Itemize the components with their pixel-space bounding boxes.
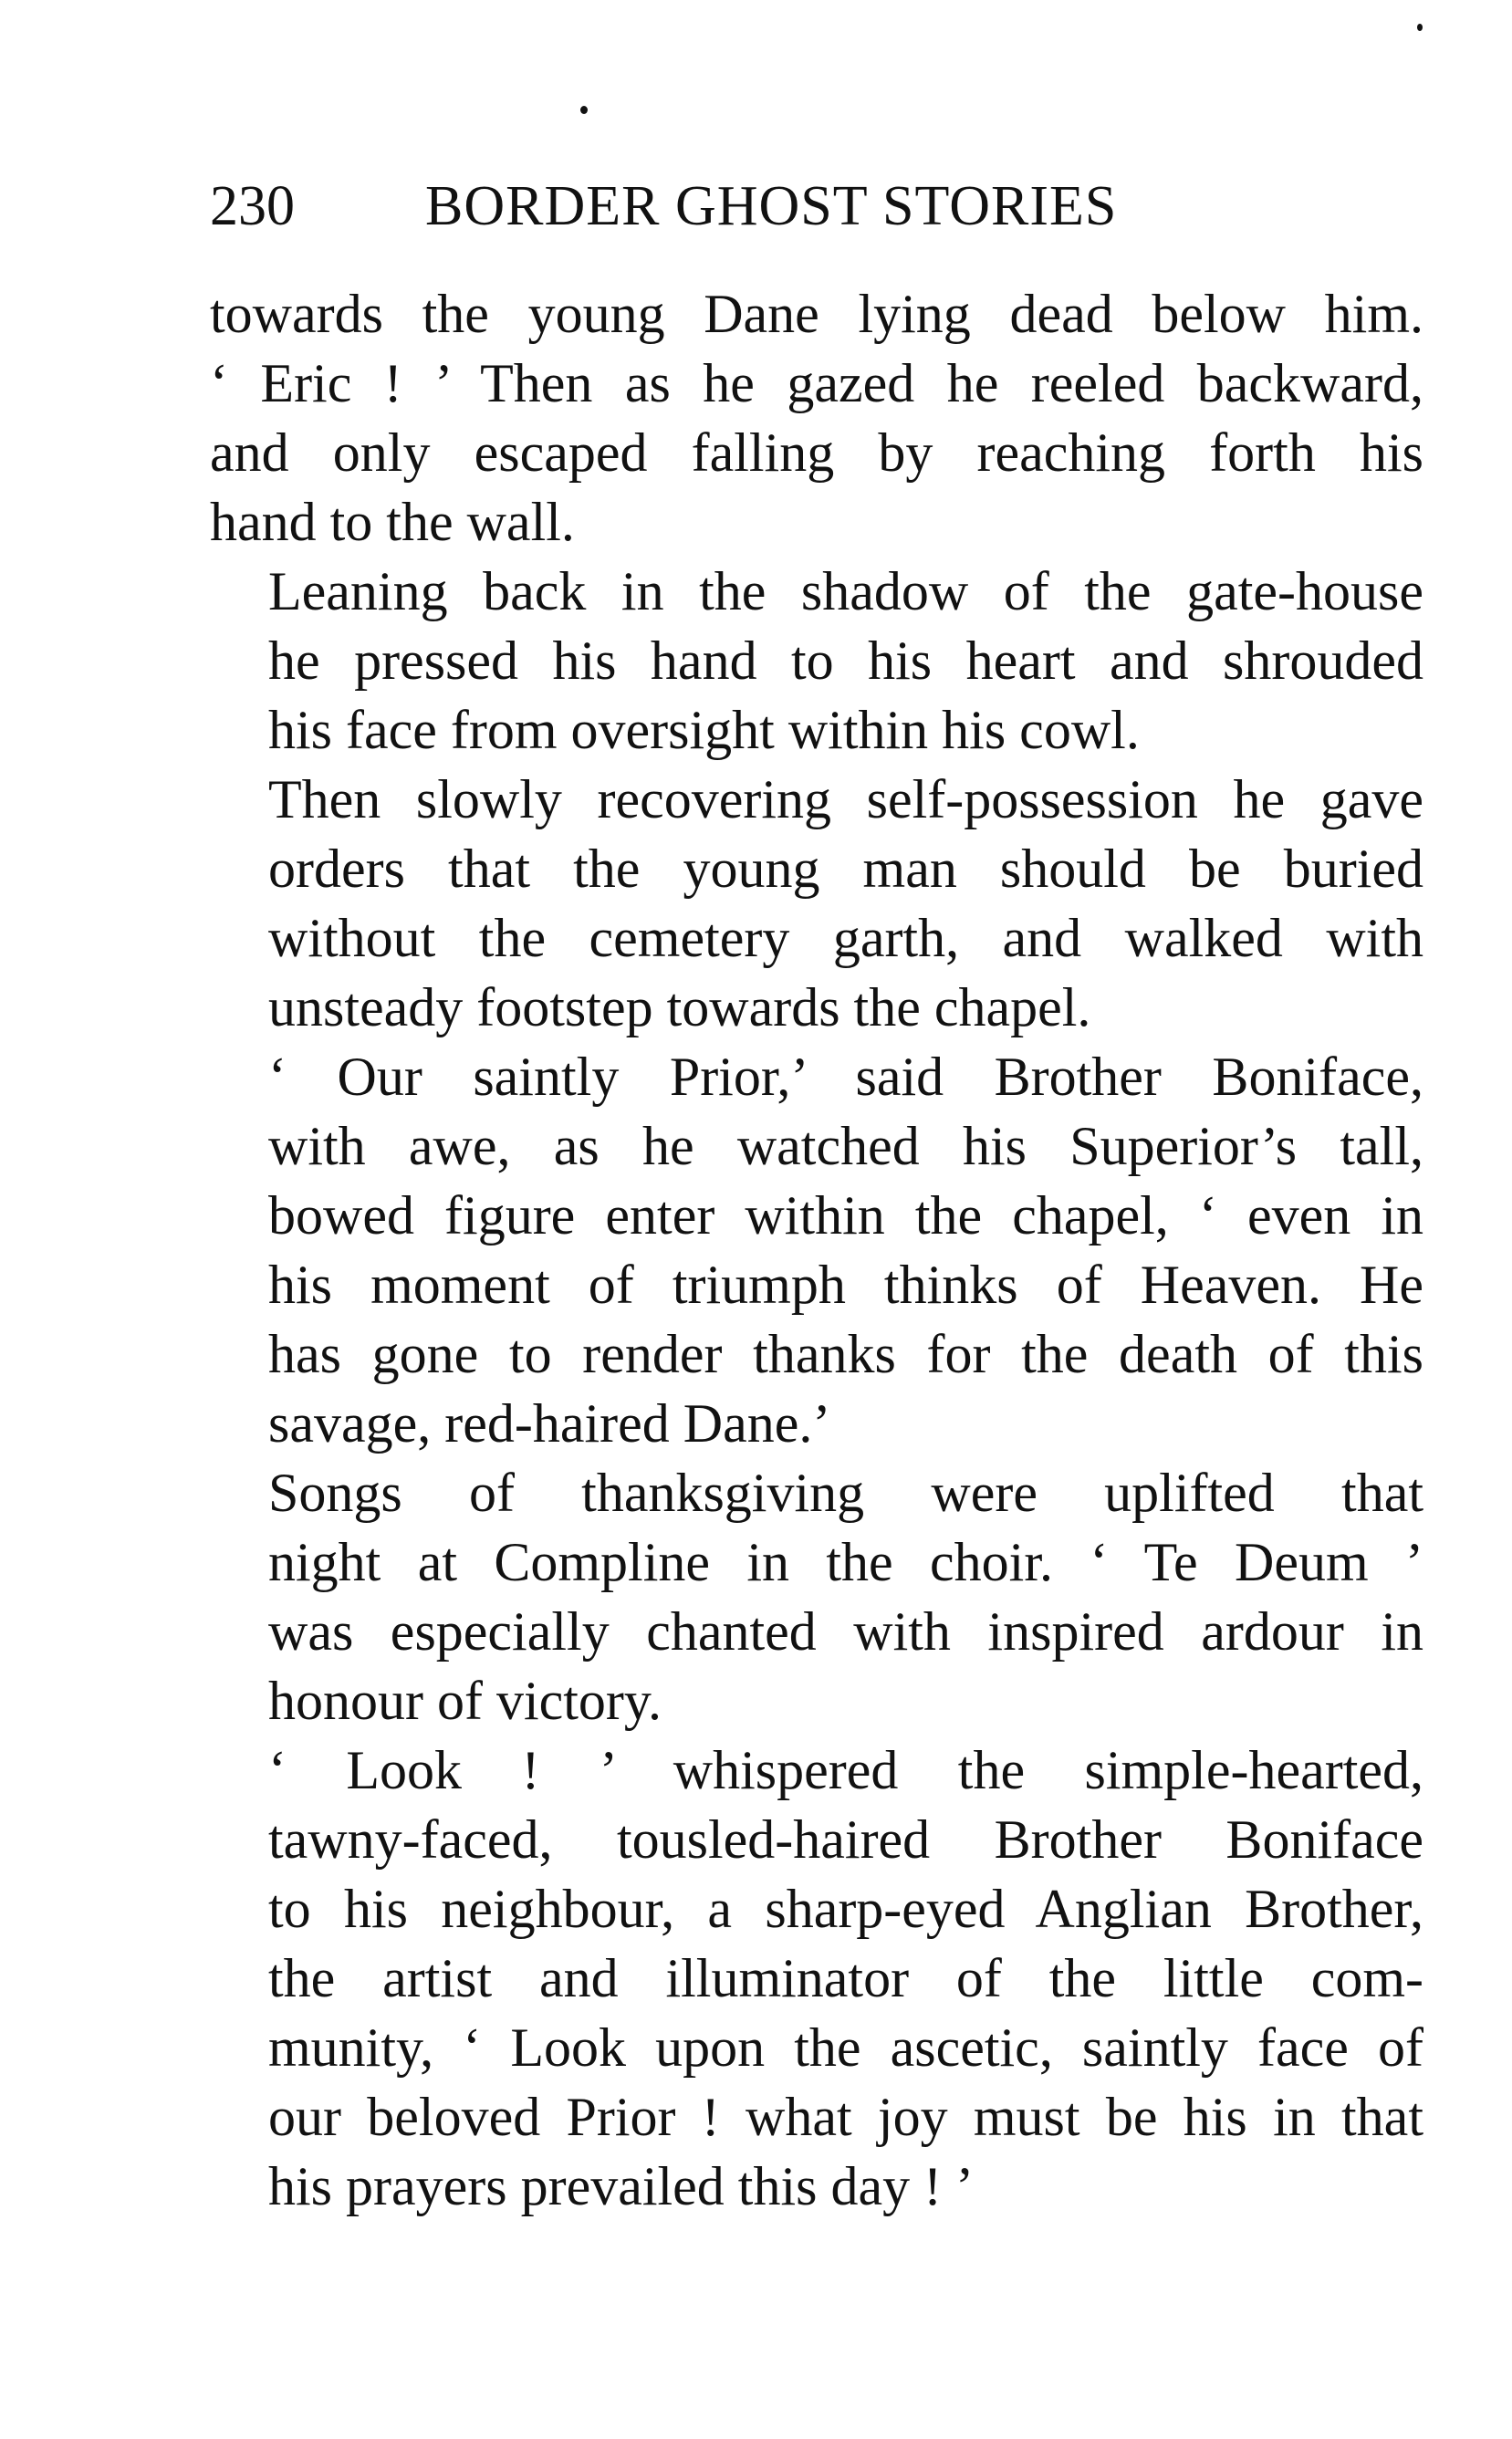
text-line: ‘ Look ! ’ whispered the simple-hearted,: [268, 1740, 1423, 1800]
text-line: his moment of triumph thinks of Heaven. He: [268, 1255, 1423, 1315]
paragraph: [210, 1458, 1423, 1735]
running-title: BORDER GHOST STORIES: [425, 175, 1118, 237]
text-line: with awe, as he watched his Superior’s tall,: [268, 1116, 1423, 1176]
text-line: Songs of thanksgiving were uplifted that: [268, 1463, 1423, 1523]
paragraph: [210, 279, 1423, 557]
text-line: ‘ Our saintly Prior,’ said Brother Boniface,: [268, 1047, 1423, 1107]
text-line: his face from oversight within his cowl.: [268, 700, 1140, 760]
text-line: the artist and illuminator of the little com-: [268, 1948, 1423, 2008]
text-line: hand to the wall.: [210, 492, 575, 552]
text-line: his prayers prevailed this day ! ’: [268, 2156, 975, 2216]
text-line: honour of victory.: [268, 1671, 662, 1731]
ink-speck: [1417, 24, 1423, 31]
paragraph: [210, 1735, 1423, 2221]
text-line: Leaning back in the shadow of the gate-house: [268, 561, 1423, 621]
text-line: Then slowly recovering self-possession he gave: [268, 769, 1423, 829]
paragraph: [210, 557, 1423, 765]
text-line: to his neighbour, a sharp-eyed Anglian Brother,: [268, 1879, 1423, 1939]
text-line: bowed figure enter within the chapel, ‘ even in: [268, 1185, 1423, 1246]
page-number: 230: [210, 175, 295, 237]
text-line: munity, ‘ Look upon the ascetic, saintly face of: [268, 2017, 1423, 2078]
text-line: ‘ Eric ! ’ Then as he gazed he reeled backward,: [210, 353, 1423, 413]
text-line: was especially chanted with inspired ardour in: [268, 1601, 1423, 1662]
running-head: [210, 170, 1305, 243]
ink-speck: [580, 106, 588, 114]
paragraph: [210, 1042, 1423, 1458]
text-line: orders that the young man should be buried: [268, 839, 1423, 899]
text-line: has gone to render thanks for the death of this: [268, 1324, 1423, 1384]
body-text: [210, 279, 1423, 2221]
text-line: savage, red-haired Dane.’: [268, 1393, 831, 1454]
text-line: he pressed his hand to his heart and shrouded: [268, 631, 1423, 691]
text-line: night at Compline in the choir. ‘ Te Deum ’: [268, 1532, 1423, 1592]
text-line: unsteady footstep towards the chapel.: [268, 977, 1091, 1037]
text-line: our beloved Prior ! what joy must be his in that: [268, 2087, 1423, 2147]
text-line: and only escaped falling by reaching forth his: [210, 422, 1423, 483]
paragraph: [210, 765, 1423, 1042]
text-line: without the cemetery garth, and walked with: [268, 908, 1423, 968]
text-line: towards the young Dane lying dead below him.: [210, 284, 1423, 344]
text-line: tawny-faced, tousled-haired Brother Boniface: [268, 1809, 1423, 1870]
